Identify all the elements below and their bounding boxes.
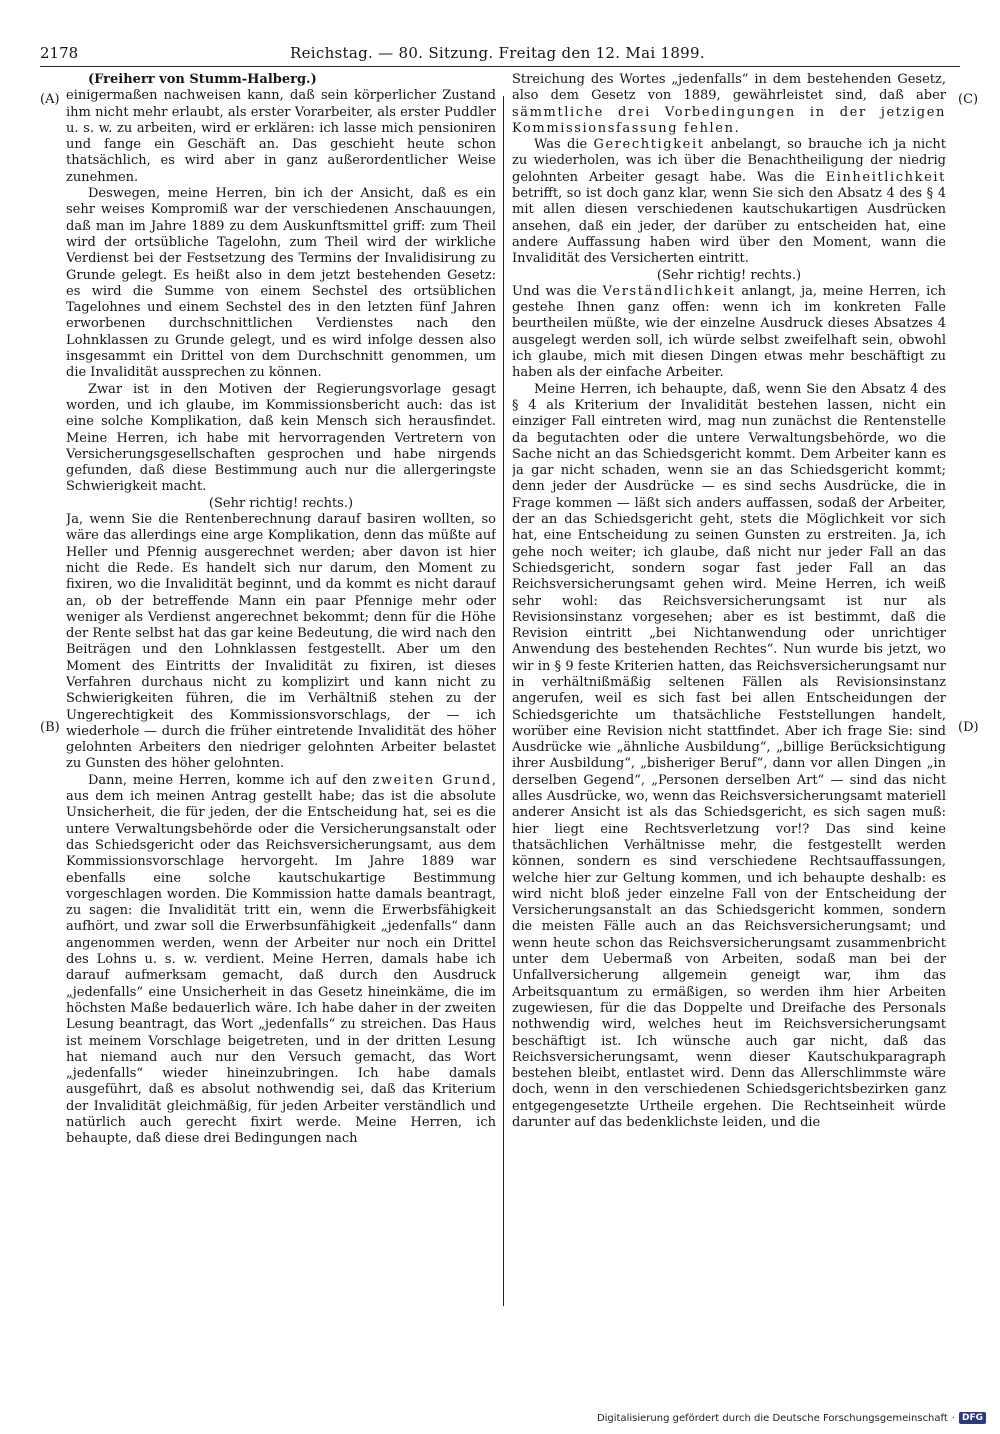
emphasis: sämmtliche drei Vorbedingungen in der jetzigen Kommissionsfassung fehlen. xyxy=(512,104,946,136)
paragraph: Was die Gerechtigkeit anbelangt, so brauche ich ja nicht zu wiederholen, was ich über die Benachtheiligung der niedrig gelohnten Arbeiter gesagt habe. Was die Einheitlichkeit betrifft, so ist doch ganz klar, wenn Sie sich den Absatz 4 des § 4 mit allen diesen verschiedenen kautschukartigen Ausdrücken ansehen, daß ein jeder, der darüber zu entscheiden hat, eine andere Auffassung haben wird über den Moment, wann die Invalidität des Versicherten eintritt. xyxy=(512,137,946,267)
margin-marker-c: (C) xyxy=(958,92,979,107)
running-title: Reichstag. — 80. Sitzung. Freitag den 12. Mai 1899. xyxy=(290,44,705,62)
paragraph: Und was die Verständlichkeit anlangt, ja, meine Herren, ich gestehe Ihnen ganz offen: wenn ich im konkreten Falle beurtheilen müßte, wie der einzelne Ausdruck dieses Absatzes 4 ausgelegt werden soll, ich würde selbst zweifelhaft sein, obwohl ich glaube, mich mit diesen Dingen etwas mehr beschäftigt zu haben als der einfache Arbeiter. xyxy=(512,283,946,381)
column-divider xyxy=(503,96,504,1306)
page-number: 2178 xyxy=(40,44,79,62)
paragraph: Deswegen, meine Herren, bin ich der Ansicht, daß es ein sehr weises Kompromiß war der verschiedenen Anschauungen, daß man im Jahre 1889 zu dem Auskunftsmittel griff: zum Theil wird der ortsübliche Tagelohn, zum Theil wird der wirkliche Verdienst bei der Festsetzung des Termins der Invalidisirung zu Grunde gelegt. Es heißt also in dem jetzt bestehenden Gesetz: es wird die Summe von einem Sechstel des ortsüblichen Tagelohnes und einem Sechstel des in den letzten fünf Jahren erworbenen durchschnittlichen Verdienstes nach den Lohnklassen zu Grunde gelegt, und es wird infolge dessen also insgesammt ein Drittel von dem Durchschnitt genommen, um die Invalidität aussprechen zu können. xyxy=(66,186,496,381)
margin-marker-a: (A) xyxy=(40,92,60,107)
footer-text: Digitalisierung gefördert durch die Deutsche Forschungsgemeinschaft xyxy=(596,1412,948,1424)
paragraph: Meine Herren, ich behaupte, daß, wenn Sie den Absatz 4 des § 4 als Kriterium der Invalidität bestehen lassen, nicht ein einziger Fall eintreten wird, mag nun zunächst die Rentenstelle da begutachten oder die untere Verwaltungsbehörde, wo die Sache nicht an das Schiedsgericht kommt. Dem Arbeiter kann es ja gar nicht schaden, wenn sie an das Schiedsgericht kommt; denn jeder der Ausdrücke — es sind sechs Ausdrücke, die in Frage kommen — läßt sich anders auffassen, sodaß der Arbeiter, der an das Schiedsgericht geht, stets die Möglichkeit vor sich hat, eine Entscheidung zu seinen Gunsten zu erstreiten. Ja, ich gehe noch weiter; ich glaube, daß nicht nur jeder Fall an das Schiedsgericht, sondern sogar fast jeder Fall an das Reichsversicherungsamt gehen wird. Meine Herren, ich weiß sehr wohl: das Reichsversicherungsamt ist nur als Revisionsinstanz vorgesehen; aber es ist bestimmt, daß die Revision eintritt „bei Nichtanwendung oder unrichtiger Anwendung des bestehenden Rechtes“. Nun wurde bis jetzt, wo wir in § 9 feste Kriterien hatten, das Reichsversicherungsamt nur in verhältnißmäßig seltenen Fällen als Revisionsinstanz angerufen, weil es sich fast bei allen Entscheidungen der Schiedsgerichte um thatsächliche Feststellungen handelt, worüber eine Revision nicht stattfindet. Aber ich frage Sie: sind Ausdrücke wie „ähnliche Ausbildung“, „billige Berücksichtigung ihrer Ausbildung“, „bisheriger Beruf“, dann vor allen Dingen „in derselben Gegend“, „Personen derselben Art“ — sind das nicht alles Ausdrücke, wo, wenn das Reichsversicherungsamt materiell anderer Ansicht ist als das Schiedsgericht, es sich sagen muß: hier liegt eine Rechtsverletzung vor!? Das sind keine thatsächlichen Verhältnisse mehr, die festgestellt werden können, sondern es sind verschiedene Rechtsauffassungen, welche hier zur Geltung kommen, und ich behaupte deshalb: es wird nicht bloß jeder einzelne Fall von der Entscheidung der Versicherungsanstalt an das Schiedsgericht kommen, sondern die meisten Fälle auch an das Reichsversicherungsamt; und wenn heute schon das Reichsversicherungsamt zusammenbricht unter dem Uebermaß von Arbeiten, sodaß man bei der Unfallversicherung allgemein geneigt war, ihm das Arbeitsquantum zu ermäßigen, so werden ihm hier Arbeiten zugewiesen, für die das Doppelte und Dreifache des Personals nothwendig wird, welches heut im Reichsversicherungsamt beschäftigt ist. Ich wünsche auch gar nicht, daß das Reichsversicherungsamt, wenn dieser Kautschukparagraph bestehen bleibt, entlastet wird. Denn das Allerschlimmste wäre doch, wenn in den verschiedenen Schiedsgerichtsbezirken ganz entgegengesetzte Urtheile ergehen. Die Rechtseinheit würde darunter auf das bedenklichste leiden, und die xyxy=(512,381,946,1130)
footer-separator: · xyxy=(951,1412,955,1424)
paragraph: Ja, wenn Sie die Rentenberechnung darauf basiren wollten, so wäre das allerdings eine arge Komplikation, denn das müßte auf Heller und Pfennig ausgerechnet werden; aber davon ist hier nicht die Rede. Es handelt sich nur darum, den Moment zu fixiren, wo die Invalidität beginnt, und da kommt es nicht darauf an, ob der betreffende Mann ein paar Pfennige mehr oder weniger als Verdienst angerechnet bekommt; denn für die Höhe der Rente selbst hat das gar keine Bedeutung, die wird nach den Beiträgen und den Lohnklassen festgestellt. Aber um den Moment des Eintritts der Invalidität zu fixiren, ist dieses Verfahren durchaus nicht zu komplizirt und kann nicht zu Schwierigkeiten führen, die im Verhältniß stehen zu der Ungerechtigkeit des Kommissionsvorschlags, der — ich wiederhole — durch die früher eintretende Invalidität des höher gelohnten Arbeiters den niedriger gelohnten Arbeiter belastet zu Gunsten des höher gelohnten. xyxy=(66,512,496,772)
right-column xyxy=(512,72,946,1372)
footer-credit xyxy=(597,1412,986,1424)
emphasis: Einheitlichkeit xyxy=(825,169,946,185)
emphasis: Verständlichkeit xyxy=(602,283,736,299)
paragraph: Streichung des Wortes „jedenfalls“ in dem bestehenden Gesetz, also dem Gesetz von 1889, gewährleistet sind, daß aber sämmtliche drei Vorbedingungen in der jetzigen Kommissionsfassung fehlen. xyxy=(512,72,946,136)
paragraph: einigermaßen nachweisen kann, daß sein körperlicher Zustand ihm nicht mehr erlaubt, als erster Vorarbeiter, als erster Puddler u. s. w. zu arbeiten, wird er erklären: ich lasse mich pensioniren und fange ein Geschäft an. Das geschieht heute schon thatsächlich, es wird aber in ganz außerordentlicher Weise zunehmen. xyxy=(66,88,496,185)
page-header xyxy=(40,42,960,66)
emphasis: Gerechtigkeit xyxy=(593,137,705,153)
left-column xyxy=(66,72,496,1372)
interjection: (Sehr richtig! rechts.) xyxy=(208,495,354,511)
paragraph: Dann, meine Herren, komme ich auf den zweiten Grund, aus dem ich meinen Antrag gestellt habe; das ist die absolute Unsicherheit, die für jeden, der die Entscheidung hat, sei es die untere Verwaltungsbehörde oder die Versicherungsanstalt oder das Schiedsgericht oder das Reichsversicherungsamt, aus dem Kommissionsvorschlage hervorgeht. Im Jahre 1889 war ebenfalls eine solche kautschukartige Bestimmung vorgeschlagen worden. Die Kommission hatte damals beantragt, zu sagen: die Invalidität tritt ein, wenn die Erwerbsfähigkeit aufhört, und zwar soll die Erwerbsunfähigkeit „jedenfalls“ dann angenommen werden, wenn der Arbeiter nur noch ein Drittel des Lohns u. s. w. verdient. Meine Herren, damals habe ich darauf aufmerksam gemacht, daß durch den Ausdruck „jedenfalls“ eine Unsicherheit in das Gesetz hineinkäme, die im höchsten Maße bedauerlich wäre. Ich habe daher in der zweiten Lesung beantragt, das Wort „jedenfalls“ zu streichen. Das Haus ist meinem Vorschlage beigetreten, und in der dritten Lesung hat niemand auch nur den Versuch gemacht, das Wort „jedenfalls“ wieder hineinzubringen. Ich habe damals ausgeführt, daß es absolut nothwendig sei, daß das Kriterium der Invalidität gleichmäßig, für jeden Arbeiter verständlich und natürlich auch gerecht fixirt werde. Meine Herren, ich behaupte, daß diese drei Bedingungen nach xyxy=(66,772,496,1147)
emphasis: zweiten Grund xyxy=(372,772,492,788)
speaker-note: (Freiherr von Stumm-Halberg.) xyxy=(88,72,317,87)
margin-marker-b: (B) xyxy=(40,720,60,735)
interjection: (Sehr richtig! rechts.) xyxy=(656,267,802,283)
paragraph: Zwar ist in den Motiven der Regierungsvorlage gesagt worden, und ich glaube, im Kommissionsbericht auch: das ist eine solche Komplikation, daß kein Mensch sich herausfindet. Meine Herren, ich habe mit hervorragenden Vertretern von Versicherungsgesellschaften gesprochen und habe nirgends gefunden, daß diese Bestimmung auch nur die allergeringste Schwierigkeit macht. xyxy=(66,381,496,495)
header-rule xyxy=(40,66,960,67)
dfg-logo-icon: DFG xyxy=(959,1412,986,1424)
margin-marker-d: (D) xyxy=(958,720,979,735)
